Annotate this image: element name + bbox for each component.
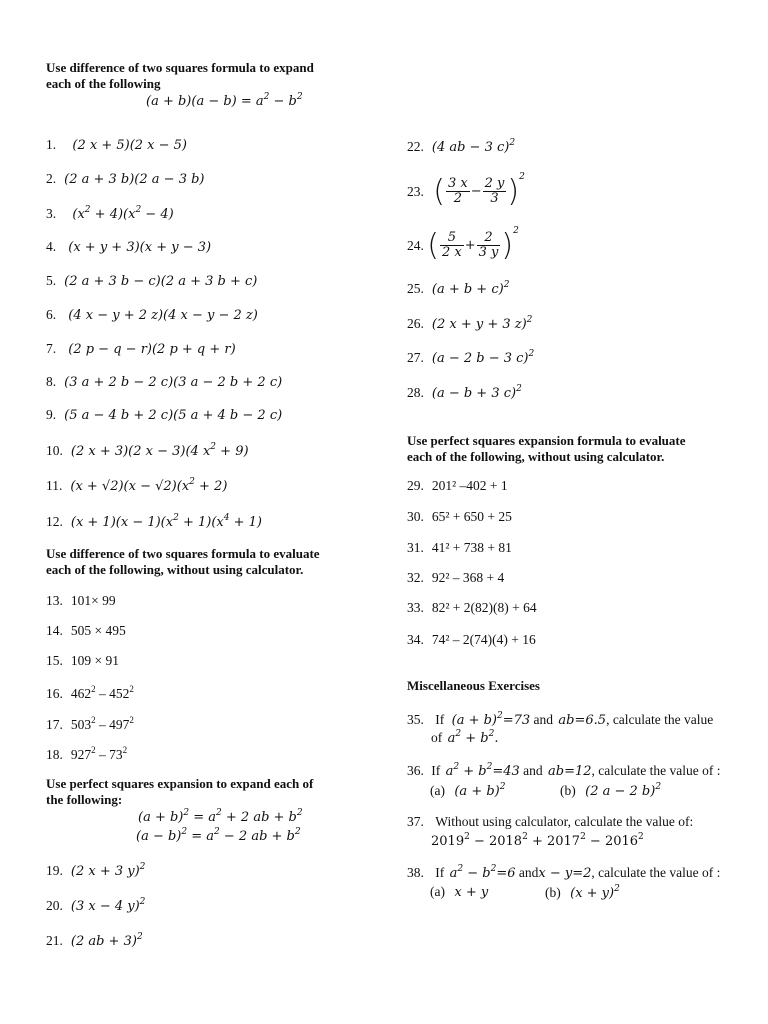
question-31: 31. 41² + 738 + 81 xyxy=(407,540,512,555)
question-34: 34. 74² – 2(74)(4) + 16 xyxy=(407,632,536,647)
difference-of-squares-formula: $(a + b)(a - b) = a^2 - b^2$ xyxy=(146,92,303,109)
heading-line: Use difference of two squares formula to expand xyxy=(46,60,314,75)
question-32: 32. 92² – 368 + 4 xyxy=(407,570,505,585)
heading-line: Use perfect squares expansion to expand each of xyxy=(46,776,314,791)
heading-line: Miscellaneous Exercises xyxy=(407,678,540,693)
question-11: 11. $(x + √2)(x - √2)(x^2 + 2)$ xyxy=(46,477,228,494)
question-15: 15. 109 × 91 xyxy=(46,653,119,668)
section-heading-evaluate-difference xyxy=(46,546,320,578)
question-16: 16. $462^2 - 452^2$ xyxy=(46,684,134,701)
question-3: 3. $(x^2 + 4)(x^2 - 4)$ xyxy=(46,205,174,222)
question-37-expression: $2019^2 - 2018^2 + 2017^2 - 2016^2$ xyxy=(431,832,644,849)
question-33: 33. 82² + 2(82)(8) + 64 xyxy=(407,600,537,615)
heading-line: each of the following, without using calculator. xyxy=(407,449,665,464)
section-heading-perfect-squares-expand xyxy=(46,776,313,808)
question-26: 26. (2 x + y + 3 z)$^2$ xyxy=(407,315,533,332)
question-17: 17. $503^2 - 497^2$ xyxy=(46,715,134,732)
heading-line: the following: xyxy=(46,792,123,807)
question-35: 35. If $(a + b)^2=73$ and ab=6.5, calculate the value xyxy=(407,711,714,728)
section-heading-expand-difference xyxy=(46,60,314,92)
section-heading-perfect-squares-evaluate xyxy=(407,433,686,465)
question-7: 7. (2 p − q − r)(2 p + q + r) xyxy=(46,341,236,357)
question-20: 20. (3 x − 4 y)$^2$ xyxy=(46,897,146,914)
question-27: 27. (a − 2 b − 3 c)$^2$ xyxy=(407,349,535,366)
question-37: 37. Without using calculator, calculate the value of: xyxy=(407,814,694,829)
heading-line: Use difference of two squares formula to evaluate xyxy=(46,546,320,561)
question-14: 14. 505 × 495 xyxy=(46,623,126,638)
question-29: 29. 201² –402 + 1 xyxy=(407,478,508,493)
question-38-part-b: (b) $(x + y)^2$ xyxy=(545,884,620,901)
section-heading-miscellaneous xyxy=(407,678,540,694)
question-38-part-a: (a) x + y xyxy=(430,884,489,900)
question-36: 36. If $a^2 + b^2=43$ and ab=12, calculate the value of : xyxy=(407,762,721,779)
question-36-part-b: (b) (2 a − 2 b)$^2$ xyxy=(560,782,662,799)
question-19: 19. (2 x + 3 y)$^2$ xyxy=(46,862,146,879)
question-9: 9. (5 a − 4 b + 2 c)(5 a + 4 b − 2 c) xyxy=(46,407,283,423)
question-10: 10. (2 x + 3)(2 x − 3)(4 $x^2 + 9$) xyxy=(46,442,249,459)
question-13: 13. 101× 99 xyxy=(46,593,116,608)
perfect-square-plus-formula: $(a + b)^2 = a^2 + 2$ ab + $b^2$ xyxy=(138,808,303,825)
question-35-continuation: of $a^2 + b^2$. xyxy=(431,729,499,746)
question-36-part-a: (a) $(a + b)^2$ xyxy=(430,782,506,799)
heading-line: Use perfect squares expansion formula to evaluate xyxy=(407,433,686,448)
question-1: 1. (2 x + 5)(2 x − 5) xyxy=(46,137,188,153)
question-22: 22. (4 ab − 3 c)$^2$ xyxy=(407,138,516,155)
question-21: 21. (2 ab + 3)$^2$ xyxy=(46,932,143,949)
question-6: 6. (4 x − y + 2 z)(4 x − y − 2 z) xyxy=(46,307,258,323)
heading-line: each of the following xyxy=(46,76,161,91)
perfect-square-minus-formula: $(a - b)^2 = a^2 - 2$ ab + $b^2$ xyxy=(136,827,301,844)
question-2: 2. (2 a + 3 b)(2 a − 3 b) xyxy=(46,171,205,187)
question-25: 25. $(a + b + c)^2$ xyxy=(407,280,510,297)
question-38: 38. If $a^2 - b^2=6$ andx − y=2, calculate the value of : xyxy=(407,864,721,881)
question-23: 23. ( $\frac{3 x}{2}$ − $\frac{2 y}{3}$ )$^2$ xyxy=(407,172,525,209)
question-12: 12. $(x + 1)(x - 1)(x^2 + 1)(x^4 + 1)$ xyxy=(46,513,262,530)
question-18: 18. $927^2 - 73^2$ xyxy=(46,745,128,762)
question-5: 5. (2 a + 3 b − c)(2 a + 3 b + c) xyxy=(46,273,258,289)
question-28: 28. (a − b + 3 c)$^2$ xyxy=(407,384,522,401)
question-8: 8. (3 a + 2 b − 2 c)(3 a − 2 b + 2 c) xyxy=(46,374,283,390)
question-30: 30. 65² + 650 + 25 xyxy=(407,509,512,524)
question-24: 24. ( $\frac{5}{2 x}$ + $\frac{2}{3 y}$ )$^2$ xyxy=(407,226,519,263)
heading-line: each of the following, without using calculator. xyxy=(46,562,304,577)
question-4: 4. (x + y + 3)(x + y − 3) xyxy=(46,239,212,255)
